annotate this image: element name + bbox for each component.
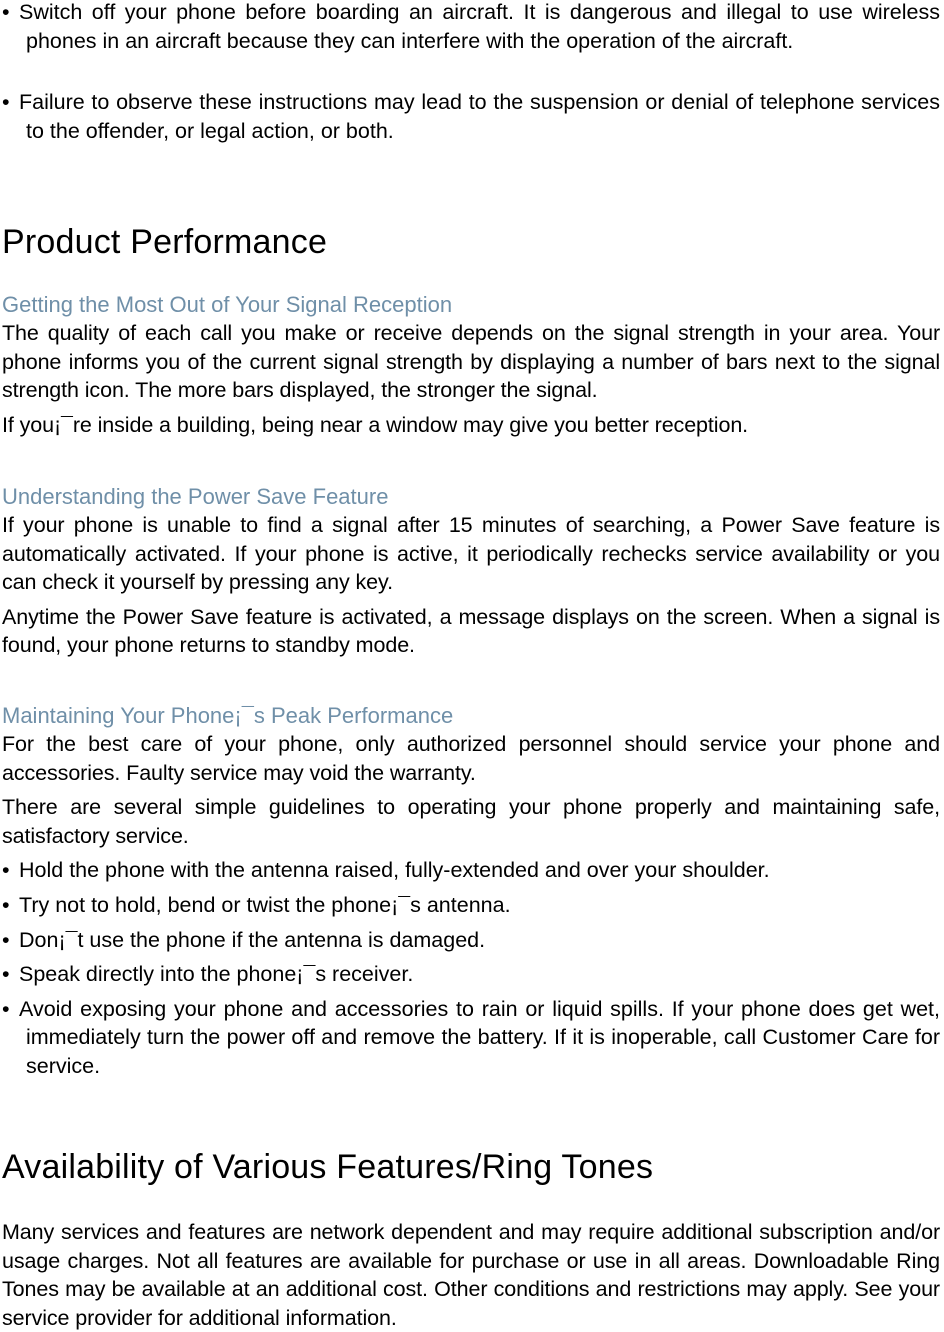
list-item-text: Speak directly into the phone¡¯s receiver. [19,962,414,987]
signal-paragraph-2: If you¡¯re inside a building, being near a window may give you better reception. [2,412,749,437]
failure-bullet [2,88,940,145]
signal-paragraph-1: The quality of each call you make or receive depends on the signal strength in your area. Your phone informs you of the current signal strength by displaying a number of bars next to the signal strength icon. The more bars displayed, the stronger the signal. [2,321,940,403]
list-item-text: Don¡¯t use the phone if the antenna is damaged. [19,927,486,952]
list-item-text: Hold the phone with the antenna raised, fully-extended and over your shoulder. [19,858,770,883]
bullet-glyph: • [2,996,10,1021]
signal-heading: Getting the Most Out of Your Signal Reception [2,292,453,317]
availability-heading: Availability of Various Features/Ring Tones [2,1148,654,1186]
power-save-paragraph-1: If your phone is unable to find a signal after 15 minutes of searching, a Power Save feature is automatically activated. If your phone is active, it periodically rechecks service availability or you can check it yourself by pressing any key. [2,513,940,595]
failure-bullet-text: Failure to observe these instructions may lead to the suspension or denial of telephone services to the offender, or legal action, or both. [19,90,940,143]
maintaining-subsection [2,702,940,1081]
list-item [2,960,940,989]
product-performance-section [2,222,940,262]
list-item [2,995,940,1081]
list-item [2,926,940,955]
product-performance-heading: Product Performance [2,223,328,261]
bullet-glyph: • [2,0,10,24]
aircraft-bullet [2,0,940,55]
availability-section [2,1147,940,1187]
availability-body [2,1218,940,1332]
list-item-text: Avoid exposing your phone and accessories to rain or liquid spills. If your phone does get wet, immediately turn the power off and remove the battery. If it is inoperable, call Customer Care for service. [19,996,940,1078]
signal-subsection [2,291,940,439]
list-item-text: Try not to hold, bend or twist the phone¡¯s antenna. [19,892,511,917]
availability-paragraph: Many services and features are network dependent and may require additional subscription and/or usage charges. Not all features are available for purchase or use in all areas. Downloadable Ring Tones may be available at an additional cost. Other conditions and restrictions may apply. See your service provider for additional information. [2,1220,940,1330]
bullet-glyph: • [2,962,10,987]
power-save-heading: Understanding the Power Save Feature [2,484,389,509]
power-save-subsection [2,483,940,660]
power-save-paragraph-2: Anytime the Power Save feature is activated, a message displays on the screen. When a signal is found, your phone returns to standby mode. [2,604,940,658]
bullet-glyph: • [2,927,10,952]
bullet-glyph: • [2,90,10,114]
aircraft-bullet-text: Switch off your phone before boarding an aircraft. It is dangerous and illegal to use wireless phones in an aircraft because they can interfere with the operation of the aircraft. [19,0,940,53]
maintaining-paragraph-2: There are several simple guidelines to operating your phone properly and maintaining safe, satisfactory service. [2,795,940,848]
bullet-glyph: • [2,858,10,883]
maintaining-heading: Maintaining Your Phone¡¯s Peak Performance [2,703,454,728]
maintaining-paragraph-1: For the best care of your phone, only authorized personnel should service your phone and accessories. Faulty service may void the warranty. [2,732,940,785]
list-item [2,856,940,885]
list-item [2,891,940,920]
bullet-glyph: • [2,892,10,917]
